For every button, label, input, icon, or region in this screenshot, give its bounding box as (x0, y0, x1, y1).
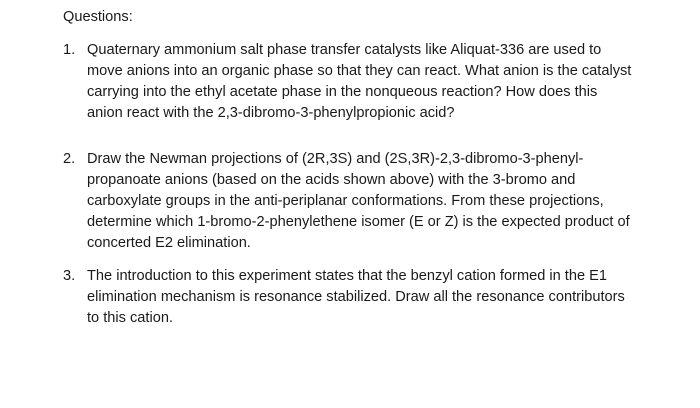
question-number: 1. (63, 42, 76, 58)
question-item-3 (63, 266, 663, 329)
question-line: propanoate anions (based on the acids shown above) with the 3-bromo and (87, 172, 576, 188)
page-heading: Questions: (63, 9, 133, 25)
question-line: carrying into the ethyl acetate phase in the nonqueous reaction? How does this (87, 84, 598, 100)
question-text (87, 40, 663, 124)
question-number: 3. (63, 268, 76, 284)
question-line: Draw the Newman projections of (2R,3S) and (2S,3R)-2,3-dibromo-3-phenyl- (87, 151, 584, 167)
question-line: move anions into an organic phase so that they can react. What anion is the catalyst (87, 63, 632, 79)
question-line: concerted E2 elimination. (87, 235, 251, 251)
question-line: elimination mechanism is resonance stabilized. Draw all the resonance contributors (87, 289, 625, 305)
question-line: to this cation. (87, 310, 173, 326)
question-text (87, 266, 663, 329)
question-line: The introduction to this experiment states that the benzyl cation formed in the E1 (87, 268, 607, 284)
question-item-1 (63, 40, 663, 124)
question-line: carboxylate groups in the anti-periplanar conformations. From these projections, (87, 193, 604, 209)
question-line: anion react with the 2,3-dibromo-3-phenylpropionic acid? (87, 105, 455, 121)
question-line: Quaternary ammonium salt phase transfer catalysts like Aliquat-336 are used to (87, 42, 602, 58)
question-line: determine which 1-bromo-2-phenylethene isomer (E or Z) is the expected product of (87, 214, 630, 230)
question-number: 2. (63, 151, 76, 167)
question-item-2 (63, 149, 663, 254)
question-text (87, 149, 663, 254)
